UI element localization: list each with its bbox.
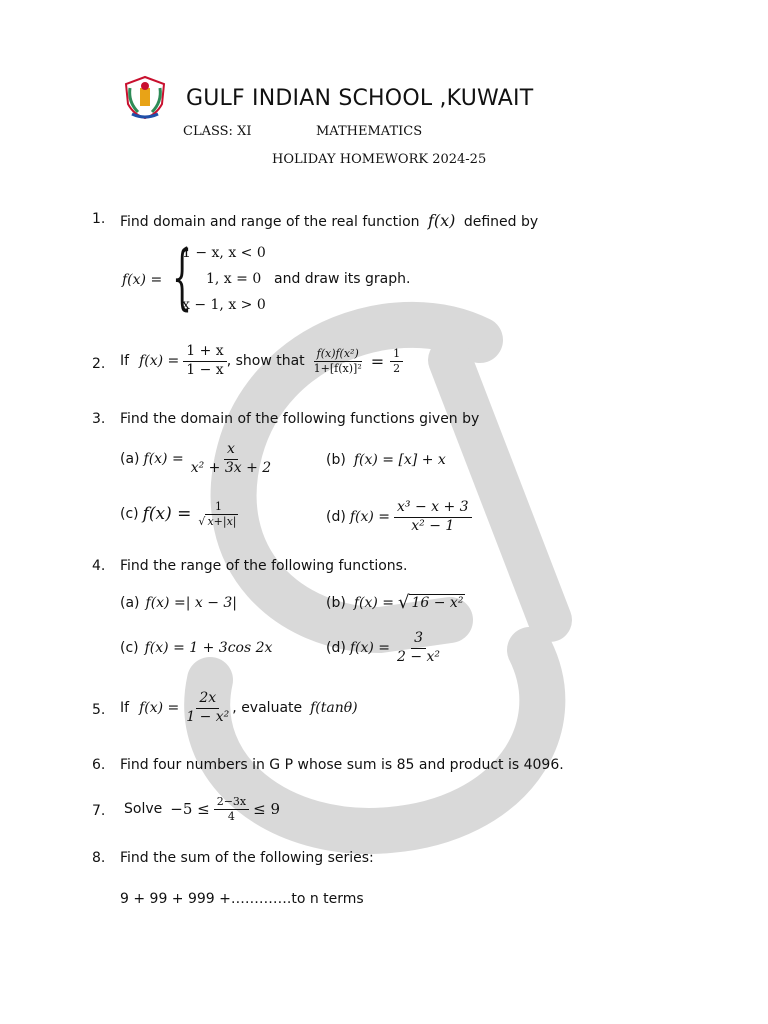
subject-label: MATHEMATICS <box>316 124 423 139</box>
q5-text: If f(x) = $\frac{2x}{\text{1 − x²}}$ , evaluate f(tanθ) <box>120 690 358 725</box>
q6-text: Find four numbers in G P whose sum is 85 and product is 4096. <box>120 757 564 773</box>
q5-number: 5. <box>92 702 106 718</box>
q2-text: If f(x) = $\frac{1 + x}{1 - x}$ , show that $\frac{\text{f(x)f(x²)}}{\text{1+[f(x)]²}}$ = $\frac{1}{2}$ <box>120 343 403 379</box>
q4-number: 4. <box>92 558 106 574</box>
q4c: (c) f(x) = 1 + 3cos 2x <box>120 640 273 656</box>
q4b: (b) f(x) = √ 16 − x² <box>326 592 464 613</box>
class-label: CLASS: XI <box>183 124 252 139</box>
q3b: (b) f(x) = [x] + x <box>326 452 446 468</box>
q4a: (a) f(x) =| x − 3| <box>120 595 238 611</box>
school-name: GULF INDIAN SCHOOL ,KUWAIT <box>186 86 534 111</box>
q3d: (d) f(x) = $\frac{\text{x³ − x + 3}}{\text{x² − 1}}$ <box>326 499 472 535</box>
q8-series: 9 + 99 + 999 +………….to n terms <box>120 891 364 907</box>
q7-number: 7. <box>92 803 106 819</box>
q7-text: Solve −5 ≤ $\frac{2-3x}{4}$ ≤ 9 <box>124 795 281 823</box>
q2-number: 2. <box>92 356 106 372</box>
q8-number: 8. <box>92 850 106 866</box>
homework-title: HOLIDAY HOMEWORK 2024-25 <box>272 152 487 167</box>
gis-watermark <box>150 300 610 860</box>
school-logo <box>120 74 170 120</box>
q3-number: 3. <box>92 411 106 427</box>
q8-text: Find the sum of the following series: <box>120 850 374 866</box>
q6-number: 6. <box>92 757 106 773</box>
q3c: (c) f(x) = $\frac{1}{√ x+|x|}$ <box>120 500 237 528</box>
q4d: (d) f(x) = $\frac{3}{\text{2 − x²}}$ <box>326 630 441 665</box>
q1-text: Find domain and range of the real function f(x) defined by <box>120 211 539 230</box>
q3-text: Find the domain of the following functions given by <box>120 411 480 427</box>
q1-piecewise: f(x) = { 1 − x, x < 0 1, x = 0 x − 1, x > 0 and draw its graph. <box>122 236 411 318</box>
q3a: (a) f(x) = $\frac{x}{\text{x² + 3x + 2}}$ <box>120 441 272 476</box>
q4-text: Find the range of the following functions. <box>120 558 408 574</box>
q1-number: 1. <box>92 211 106 227</box>
